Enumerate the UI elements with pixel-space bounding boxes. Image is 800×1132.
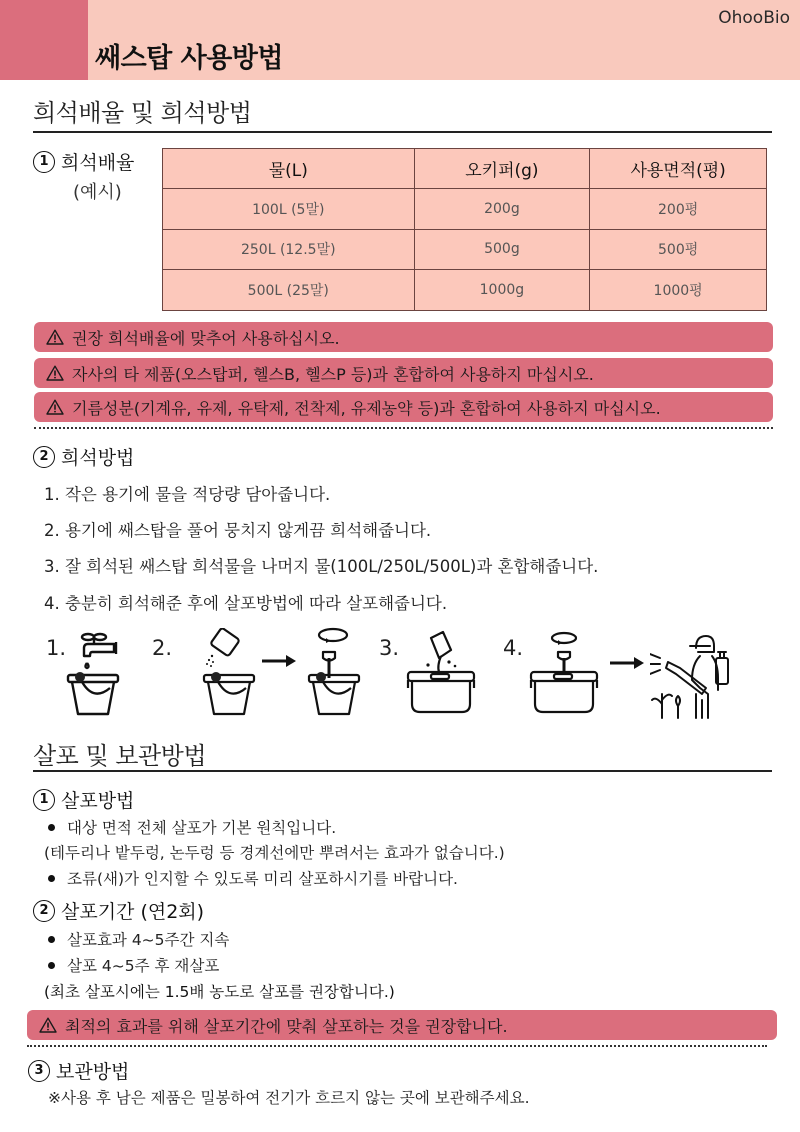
bullet-icon bbox=[48, 962, 55, 969]
bullet-text: 조류(새)가 인지할 수 있도록 미리 살포하시기를 바랍니다. bbox=[67, 870, 458, 888]
warning-banner bbox=[34, 322, 773, 352]
warning-icon bbox=[39, 1017, 57, 1033]
subheading-spray-method bbox=[33, 786, 134, 813]
number-circle-icon: 3 bbox=[28, 1060, 50, 1082]
number-circle-icon: 2 bbox=[33, 446, 55, 468]
bullet-item bbox=[48, 816, 336, 838]
number-circle-icon: 2 bbox=[33, 900, 55, 922]
step-item: 3. 잘 희석된 쌔스탑 희석물을 나머지 물(100L/250L/500L)과 혼합해줍니다. bbox=[44, 557, 599, 576]
powder-bucket-icon bbox=[198, 628, 258, 718]
subheading-label: 보관방법 bbox=[56, 1061, 130, 1083]
bullet-icon bbox=[48, 824, 55, 831]
warning-text: 권장 희석배율에 맞추어 사용하십시오. bbox=[72, 328, 340, 348]
storage-text: ※사용 후 남은 제품은 밀봉하여 전기가 흐르지 않는 곳에 보관해주세요. bbox=[48, 1089, 530, 1107]
number-circle-icon: 1 bbox=[33, 151, 55, 173]
warning-banner bbox=[34, 392, 773, 422]
table-row bbox=[163, 270, 767, 311]
warning-text: 자사의 타 제품(오스탑퍼, 헬스B, 헬스P 등)과 혼합하여 사용하지 마십시오. bbox=[72, 364, 594, 384]
table-cell: 1000g bbox=[414, 270, 590, 311]
warning-icon bbox=[46, 399, 64, 415]
bullet-item bbox=[48, 928, 229, 950]
step-item: 2. 용기에 쌔스탑을 풀어 뭉치지 않게끔 희석해줍니다. bbox=[44, 521, 432, 540]
pour-container-icon bbox=[405, 630, 477, 718]
step-item: 4. 충분히 희석해준 후에 살포방법에 따라 살포해줍니다. bbox=[44, 594, 448, 613]
bullet-item bbox=[48, 954, 219, 976]
step-item: 1. 작은 용기에 물을 적당량 담아줍니다. bbox=[44, 485, 331, 504]
warning-icon bbox=[46, 365, 64, 381]
arrow-right-icon bbox=[610, 657, 644, 669]
bullet-icon bbox=[48, 875, 55, 882]
subheading-label: 살포기간 (연2회) bbox=[61, 901, 205, 923]
column-header-product: 오키퍼(g) bbox=[414, 149, 590, 189]
column-header-water: 물(L) bbox=[163, 149, 415, 189]
section-title-dilution: 희석배율 및 희석방법 bbox=[33, 99, 252, 127]
section-divider bbox=[33, 770, 772, 772]
first-spray-note: (최초 살포시에는 1.5배 농도로 살포를 권장합니다.) bbox=[44, 983, 395, 1001]
table-row bbox=[163, 189, 767, 230]
subheading-label: 희석배율 bbox=[61, 152, 135, 174]
section-title-spray-storage: 살포 및 보관방법 bbox=[33, 742, 207, 770]
subheading-dilution-method bbox=[33, 443, 134, 470]
illustration-step-label: 3. bbox=[379, 636, 400, 660]
warning-banner bbox=[27, 1010, 777, 1040]
dotted-divider bbox=[34, 427, 773, 429]
warning-text: 기름성분(기계유, 유제, 유탁제, 전착제, 유제농약 등)과 혼합하여 사용하지 마십시오. bbox=[72, 398, 661, 418]
arrow-right-icon bbox=[262, 655, 296, 667]
table-header-row bbox=[163, 149, 767, 189]
illustration-step-label: 2. bbox=[152, 636, 173, 660]
illustration-step-label: 4. bbox=[503, 636, 524, 660]
illustration-step-label: 1. bbox=[46, 636, 67, 660]
page-title: 쌔스탑 사용방법 bbox=[95, 43, 283, 74]
warning-banner bbox=[34, 358, 773, 388]
dilution-table bbox=[162, 148, 767, 311]
subheading-label: 살포방법 bbox=[61, 790, 135, 812]
table-cell: 500L (25말) bbox=[163, 270, 415, 311]
table-cell: 100L (5말) bbox=[163, 189, 415, 230]
section-divider bbox=[33, 131, 772, 133]
table-cell: 250L (12.5말) bbox=[163, 229, 415, 270]
bullet-text: 살포 4~5주 후 재살포 bbox=[67, 957, 220, 975]
table-cell: 200평 bbox=[590, 189, 767, 230]
example-note: (예시) bbox=[73, 182, 122, 203]
table-cell: 1000평 bbox=[590, 270, 767, 311]
subheading-dilution-ratio bbox=[33, 148, 134, 175]
bullet-text: 살포효과 4~5주간 지속 bbox=[67, 931, 230, 949]
bullet-text: 대상 면적 전체 살포가 기본 원칙입니다. bbox=[67, 819, 337, 837]
number-circle-icon: 1 bbox=[33, 789, 55, 811]
bullet-item bbox=[48, 867, 458, 889]
column-header-area: 사용면적(평) bbox=[590, 149, 767, 189]
bullet-icon bbox=[48, 936, 55, 943]
dotted-divider bbox=[27, 1045, 767, 1047]
table-row bbox=[163, 229, 767, 270]
table-cell: 500g bbox=[414, 229, 590, 270]
table-cell: 500평 bbox=[590, 229, 767, 270]
warning-icon bbox=[46, 329, 64, 345]
stir-bucket-icon bbox=[303, 626, 365, 718]
brand-name: OhooBio bbox=[718, 8, 790, 28]
spray-note: (테두리나 밭두렁, 논두렁 등 경계선에만 뿌려서는 효과가 없습니다.) bbox=[44, 844, 505, 862]
table-cell: 200g bbox=[414, 189, 590, 230]
subheading-spray-period bbox=[33, 897, 204, 924]
subheading-label: 희석방법 bbox=[61, 447, 135, 469]
subheading-storage bbox=[28, 1057, 129, 1084]
sprayer-worker-icon bbox=[650, 634, 730, 720]
faucet-bucket-icon bbox=[62, 628, 124, 718]
stir-container-icon bbox=[528, 630, 600, 718]
warning-text: 최적의 효과를 위해 살포기간에 맞춰 살포하는 것을 권장합니다. bbox=[65, 1016, 508, 1036]
header-accent-block bbox=[0, 0, 88, 80]
